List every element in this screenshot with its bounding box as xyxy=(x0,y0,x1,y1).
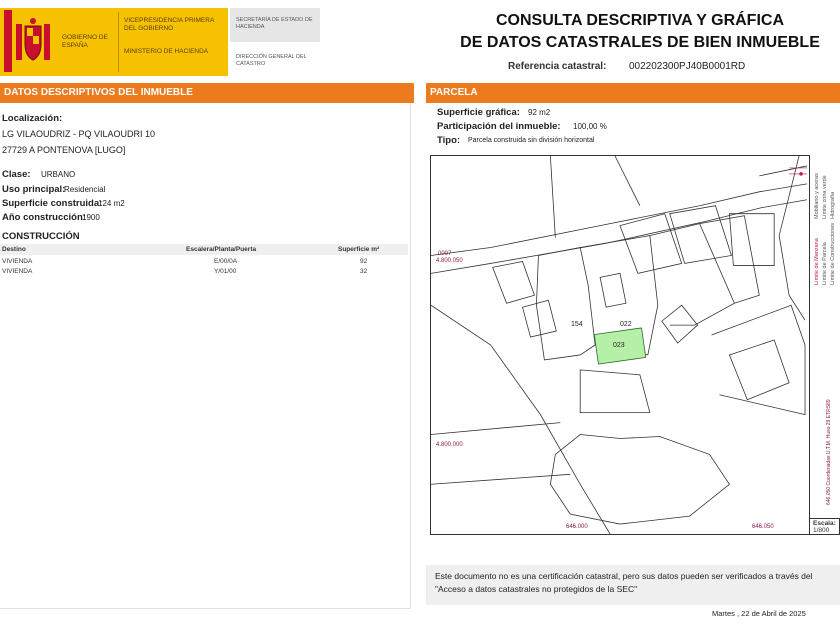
table-cell: 92 xyxy=(360,258,368,265)
legend-item: Límite de Construcciones xyxy=(830,222,836,285)
scale-label: Escala: xyxy=(813,520,836,527)
map-coord-y-bottom: 4.800.000 xyxy=(436,442,463,448)
year-label: Año construcción: xyxy=(2,212,86,223)
map-label-154: 154 xyxy=(571,321,583,328)
use-value: Residencial xyxy=(64,185,106,194)
reference-value: 002202300PJ40B0001RD xyxy=(629,61,746,72)
col-escalera: Escalera/Planta/Puerta xyxy=(186,246,257,253)
table-cell: VIVIENDA xyxy=(2,258,33,265)
legend-item: Límite de Parcela xyxy=(822,242,828,285)
page-title xyxy=(440,10,840,54)
built-area-label: Superficie construida: xyxy=(2,198,103,209)
col-destino: Destino xyxy=(2,246,26,253)
type-value: Parcela construida sin división horizontal xyxy=(468,137,595,144)
class-label: Clase: xyxy=(2,169,31,180)
construction-title: CONSTRUCCIÓN xyxy=(2,231,80,242)
graphic-area-value: 92 m2 xyxy=(528,108,551,117)
location-label: Localización: xyxy=(2,113,63,124)
participation-label: Participación del inmueble: xyxy=(437,121,561,132)
coat-of-arms-icon xyxy=(12,18,54,66)
type-label: Tipo: xyxy=(437,135,461,146)
government-label: GOBIERNO DE ESPAÑA xyxy=(62,34,108,49)
vicepresidency-label: VICEPRESIDENCIA PRIMERA DEL GOBIERNO xyxy=(124,17,214,32)
ministry-label: MINISTERIO DE HACIENDA xyxy=(124,48,209,55)
document-date: Martes , 22 de Abril de 2025 xyxy=(712,609,806,618)
class-value: URBANO xyxy=(41,170,76,179)
flag-stripe xyxy=(4,10,12,72)
map-coord-y-top: 4.800.050 xyxy=(436,258,463,264)
location-line-2: 27729 A PONTENOVA [LUGO] xyxy=(2,145,126,155)
disclaimer-text: Este documento no es una certificación catastral, pero sus datos pueden ser verificados a través del "Acceso a datos catastrales no protegidos de la SEC" xyxy=(435,571,813,594)
map-coord-x-left: 646.000 xyxy=(566,524,588,530)
participation-value: 100,00 % xyxy=(573,122,607,131)
coordinate-note: 646,050 Coordenadas U.T.M. Huso 29 ETRS89 xyxy=(826,399,832,505)
title-line-2: DE DATOS CATASTRALES DE BIEN INMUEBLE xyxy=(460,34,820,51)
map-label-022: 022 xyxy=(620,321,632,328)
descriptive-data-header: DATOS DESCRIPTIVOS DEL INMUEBLE xyxy=(0,83,414,103)
legend-item: Límite de Manzana xyxy=(814,238,820,285)
use-label: Uso principal: xyxy=(2,184,66,195)
map-label-code: 0007 xyxy=(438,251,452,257)
map-label-023: 023 xyxy=(613,342,625,349)
legend-item: Límite zona verde xyxy=(822,175,828,219)
table-cell: E/00/0A xyxy=(214,258,238,265)
table-cell: Y/01/00 xyxy=(214,268,237,275)
graphic-area-label: Superficie gráfica: xyxy=(437,107,520,118)
col-superficie: Superficie m² xyxy=(338,246,380,253)
legend-item: Hidrografía xyxy=(830,191,836,219)
title-line-1: CONSULTA DESCRIPTIVA Y GRÁFICA xyxy=(495,12,784,29)
parcel-header: PARCELA xyxy=(426,83,840,103)
reference-label: Referencia catastral: xyxy=(508,61,607,72)
table-cell: VIVIENDA xyxy=(2,268,33,275)
directorate-label: DIRECCIÓN GENERAL DEL CATASTRO xyxy=(236,54,307,67)
map-legend xyxy=(810,155,840,520)
location-line-1: LG VILAOUDRIZ - PQ VILAOUDRI 10 xyxy=(2,129,156,139)
table-cell: 32 xyxy=(360,268,368,275)
built-area-value: 124 m2 xyxy=(98,199,125,208)
secretary-label: SECRETARÍA DE ESTADO DE HACIENDA xyxy=(236,17,313,30)
year-value: 1900 xyxy=(82,213,100,222)
divider xyxy=(118,12,119,72)
scale-value: 1/800 xyxy=(813,527,830,534)
map-coord-x-right: 646.050 xyxy=(752,524,774,530)
legend-item: Mobiliario y aceras xyxy=(814,173,820,219)
